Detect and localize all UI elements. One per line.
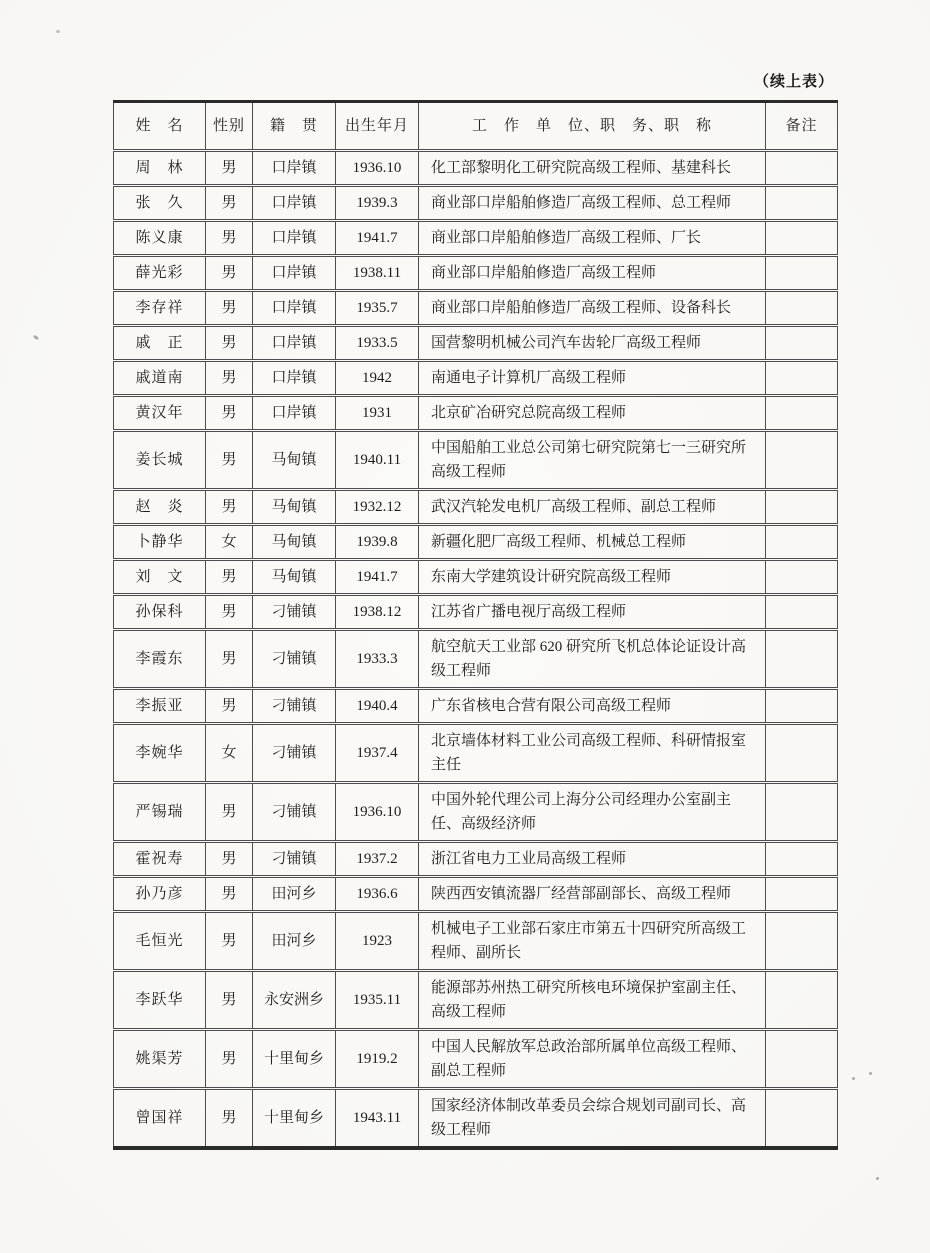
- cell-work-title: 中国人民解放军总政治部所属单位高级工程师、副总工程师: [419, 1030, 766, 1089]
- scan-speck: [56, 30, 60, 33]
- table-body: [114, 151, 838, 1149]
- cell-gender: 男: [206, 256, 253, 291]
- scan-speck: [869, 1072, 872, 1075]
- cell-native-place: 永安洲乡: [253, 971, 336, 1030]
- table-row: [114, 842, 838, 877]
- cell-work-title: 武汉汽轮发电机厂高级工程师、副总工程师: [419, 490, 766, 525]
- table-row: [114, 151, 838, 186]
- cell-gender: 男: [206, 1030, 253, 1089]
- cell-birth-date: 1941.7: [336, 560, 419, 595]
- cell-native-place: 口岸镇: [253, 291, 336, 326]
- cell-gender: 男: [206, 912, 253, 971]
- cell-birth-date: 1937.4: [336, 724, 419, 783]
- cell-work-title: 新疆化肥厂高级工程师、机械总工程师: [419, 525, 766, 560]
- cell-gender: 男: [206, 396, 253, 431]
- cell-remark: [766, 595, 838, 630]
- header-name: 姓 名: [135, 118, 184, 134]
- cell-name: 姚渠芳: [135, 1051, 184, 1067]
- cell-name: 陈义康: [135, 230, 184, 246]
- cell-gender: 男: [206, 361, 253, 396]
- cell-work-title: 化工部黎明化工研究院高级工程师、基建科长: [419, 151, 766, 186]
- cell-gender: 男: [206, 630, 253, 689]
- cell-remark: [766, 490, 838, 525]
- cell-work-title: 江苏省广播电视厅高级工程师: [419, 595, 766, 630]
- cell-gender: 男: [206, 1089, 253, 1149]
- cell-name: 曾国祥: [135, 1110, 184, 1126]
- cell-remark: [766, 256, 838, 291]
- cell-work-title: 北京墙体材料工业公司高级工程师、科研情报室主任: [419, 724, 766, 783]
- cell-work-title: 商业部口岸船舶修造厂高级工程师、设备科长: [419, 291, 766, 326]
- cell-native-place: 口岸镇: [253, 186, 336, 221]
- cell-name: 李婉华: [135, 745, 184, 761]
- cell-remark: [766, 326, 838, 361]
- cell-work-title: 南通电子计算机厂高级工程师: [419, 361, 766, 396]
- cell-birth-date: 1939.8: [336, 525, 419, 560]
- cell-work-title: 北京矿冶研究总院高级工程师: [419, 396, 766, 431]
- cell-remark: [766, 431, 838, 490]
- cell-birth-date: 1923: [336, 912, 419, 971]
- cell-native-place: 田河乡: [253, 912, 336, 971]
- cell-native-place: 十里甸乡: [253, 1089, 336, 1149]
- header-gender: 性别: [206, 102, 253, 151]
- cell-remark: [766, 842, 838, 877]
- cell-birth-date: 1933.5: [336, 326, 419, 361]
- table-row: [114, 595, 838, 630]
- cell-native-place: 口岸镇: [253, 221, 336, 256]
- cell-remark: [766, 1030, 838, 1089]
- table-row: [114, 1089, 838, 1149]
- cell-birth-date: 1938.11: [336, 256, 419, 291]
- cell-native-place: 刁铺镇: [253, 842, 336, 877]
- cell-remark: [766, 361, 838, 396]
- cell-remark: [766, 912, 838, 971]
- scan-speck: [852, 1077, 855, 1080]
- cell-native-place: 马甸镇: [253, 490, 336, 525]
- cell-birth-date: 1919.2: [336, 1030, 419, 1089]
- cell-gender: 男: [206, 151, 253, 186]
- table-row: [114, 783, 838, 842]
- personnel-table: [113, 100, 838, 1150]
- table-row: [114, 560, 838, 595]
- cell-native-place: 口岸镇: [253, 361, 336, 396]
- cell-birth-date: 1935.7: [336, 291, 419, 326]
- table-header: [114, 102, 838, 151]
- cell-remark: [766, 186, 838, 221]
- cell-native-place: 马甸镇: [253, 525, 336, 560]
- cell-native-place: 马甸镇: [253, 560, 336, 595]
- cell-gender: 男: [206, 689, 253, 724]
- cell-birth-date: 1938.12: [336, 595, 419, 630]
- cell-work-title: 商业部口岸船舶修造厂高级工程师、厂长: [419, 221, 766, 256]
- cell-name: 张 久: [135, 195, 184, 211]
- cell-gender: 男: [206, 326, 253, 361]
- cell-name: 周 林: [135, 160, 184, 176]
- cell-remark: [766, 560, 838, 595]
- cell-work-title: 能源部苏州热工研究所核电环境保护室副主任、高级工程师: [419, 971, 766, 1030]
- cell-name: 孙乃彦: [135, 886, 184, 902]
- table-row: [114, 396, 838, 431]
- cell-native-place: 刁铺镇: [253, 630, 336, 689]
- cell-name: 刘 文: [135, 569, 184, 585]
- cell-gender: 男: [206, 560, 253, 595]
- cell-remark: [766, 1089, 838, 1149]
- header-work-title: 工 作 单 位、职 务、职 称: [419, 102, 766, 151]
- cell-remark: [766, 689, 838, 724]
- cell-birth-date: 1936.6: [336, 877, 419, 912]
- cell-work-title: 陕西西安镇流器厂经营部副部长、高级工程师: [419, 877, 766, 912]
- table-row: [114, 431, 838, 490]
- table-row: [114, 724, 838, 783]
- table-row: [114, 630, 838, 689]
- cell-birth-date: 1942: [336, 361, 419, 396]
- table-row: [114, 877, 838, 912]
- cell-birth-date: 1932.12: [336, 490, 419, 525]
- cell-native-place: 田河乡: [253, 877, 336, 912]
- cell-work-title: 商业部口岸船舶修造厂高级工程师: [419, 256, 766, 291]
- cell-native-place: 刁铺镇: [253, 783, 336, 842]
- cell-gender: 男: [206, 971, 253, 1030]
- cell-birth-date: 1933.3: [336, 630, 419, 689]
- cell-birth-date: 1937.2: [336, 842, 419, 877]
- cell-work-title: 机械电子工业部石家庄市第五十四研究所高级工程师、副所长: [419, 912, 766, 971]
- cell-gender: 男: [206, 291, 253, 326]
- cell-work-title: 中国船舶工业总公司第七研究院第七一三研究所高级工程师: [419, 431, 766, 490]
- table-row: [114, 912, 838, 971]
- cell-gender: 男: [206, 842, 253, 877]
- cell-name: 李跃华: [135, 992, 184, 1008]
- cell-native-place: 口岸镇: [253, 326, 336, 361]
- cell-name: 姜长城: [135, 452, 184, 468]
- cell-name: 李振亚: [135, 698, 184, 714]
- cell-birth-date: 1943.11: [336, 1089, 419, 1149]
- cell-work-title: 广东省核电合营有限公司高级工程师: [419, 689, 766, 724]
- cell-name: 李存祥: [135, 300, 184, 316]
- cell-native-place: 马甸镇: [253, 431, 336, 490]
- cell-name: 戚道南: [135, 370, 184, 386]
- cell-gender: 男: [206, 186, 253, 221]
- cell-native-place: 口岸镇: [253, 151, 336, 186]
- header-remark: 备注: [766, 102, 838, 151]
- cell-remark: [766, 724, 838, 783]
- cell-gender: 男: [206, 783, 253, 842]
- table-row: [114, 971, 838, 1030]
- cell-work-title: 商业部口岸船舶修造厂高级工程师、总工程师: [419, 186, 766, 221]
- continuation-note: （续上表）: [753, 74, 834, 90]
- cell-native-place: 刁铺镇: [253, 689, 336, 724]
- cell-birth-date: 1931: [336, 396, 419, 431]
- header-native-place: 籍 贯: [253, 102, 336, 151]
- cell-work-title: 国家经济体制改革委员会综合规划司副司长、高级工程师: [419, 1089, 766, 1149]
- cell-work-title: 东南大学建筑设计研究院高级工程师: [419, 560, 766, 595]
- cell-native-place: 口岸镇: [253, 256, 336, 291]
- cell-name: 赵 炎: [135, 499, 184, 515]
- header-row: [114, 102, 838, 151]
- cell-remark: [766, 971, 838, 1030]
- cell-birth-date: 1939.3: [336, 186, 419, 221]
- cell-name: 霍祝寿: [135, 851, 184, 867]
- cell-remark: [766, 221, 838, 256]
- table-row: [114, 689, 838, 724]
- cell-name: 薛光彩: [135, 265, 184, 281]
- cell-native-place: 刁铺镇: [253, 724, 336, 783]
- cell-remark: [766, 291, 838, 326]
- cell-birth-date: 1935.11: [336, 971, 419, 1030]
- table-row: [114, 291, 838, 326]
- header-birth-date: 出生年月: [336, 102, 419, 151]
- cell-remark: [766, 396, 838, 431]
- table-row: [114, 326, 838, 361]
- table-row: [114, 256, 838, 291]
- table-row: [114, 525, 838, 560]
- cell-remark: [766, 630, 838, 689]
- cell-name: 毛恒光: [135, 933, 184, 949]
- cell-remark: [766, 877, 838, 912]
- cell-birth-date: 1940.11: [336, 431, 419, 490]
- table-row: [114, 1030, 838, 1089]
- cell-name: 严锡瑞: [135, 804, 184, 820]
- cell-gender: 男: [206, 490, 253, 525]
- cell-work-title: 浙江省电力工业局高级工程师: [419, 842, 766, 877]
- cell-native-place: 刁铺镇: [253, 595, 336, 630]
- cell-gender: 男: [206, 221, 253, 256]
- cell-name: 卜静华: [135, 534, 184, 550]
- scan-speck: [876, 1177, 879, 1180]
- table-row: [114, 361, 838, 396]
- cell-birth-date: 1936.10: [336, 783, 419, 842]
- cell-work-title: 中国外轮代理公司上海分公司经理办公室副主任、高级经济师: [419, 783, 766, 842]
- cell-gender: 女: [206, 724, 253, 783]
- cell-birth-date: 1936.10: [336, 151, 419, 186]
- table-row: [114, 186, 838, 221]
- scan-speck: [33, 335, 40, 341]
- cell-work-title: 航空航天工业部 620 研究所飞机总体论证设计高级工程师: [419, 630, 766, 689]
- cell-remark: [766, 151, 838, 186]
- cell-name: 黄汉年: [135, 405, 184, 421]
- cell-birth-date: 1941.7: [336, 221, 419, 256]
- cell-native-place: 十里甸乡: [253, 1030, 336, 1089]
- cell-remark: [766, 525, 838, 560]
- cell-gender: 女: [206, 525, 253, 560]
- table-row: [114, 221, 838, 256]
- cell-name: 戚 正: [135, 335, 184, 351]
- table-row: [114, 490, 838, 525]
- cell-remark: [766, 783, 838, 842]
- cell-gender: 男: [206, 877, 253, 912]
- cell-gender: 男: [206, 595, 253, 630]
- cell-gender: 男: [206, 431, 253, 490]
- cell-birth-date: 1940.4: [336, 689, 419, 724]
- cell-work-title: 国营黎明机械公司汽车齿轮厂高级工程师: [419, 326, 766, 361]
- cell-native-place: 口岸镇: [253, 396, 336, 431]
- cell-name: 李霞东: [135, 651, 184, 667]
- cell-name: 孙保科: [135, 604, 184, 620]
